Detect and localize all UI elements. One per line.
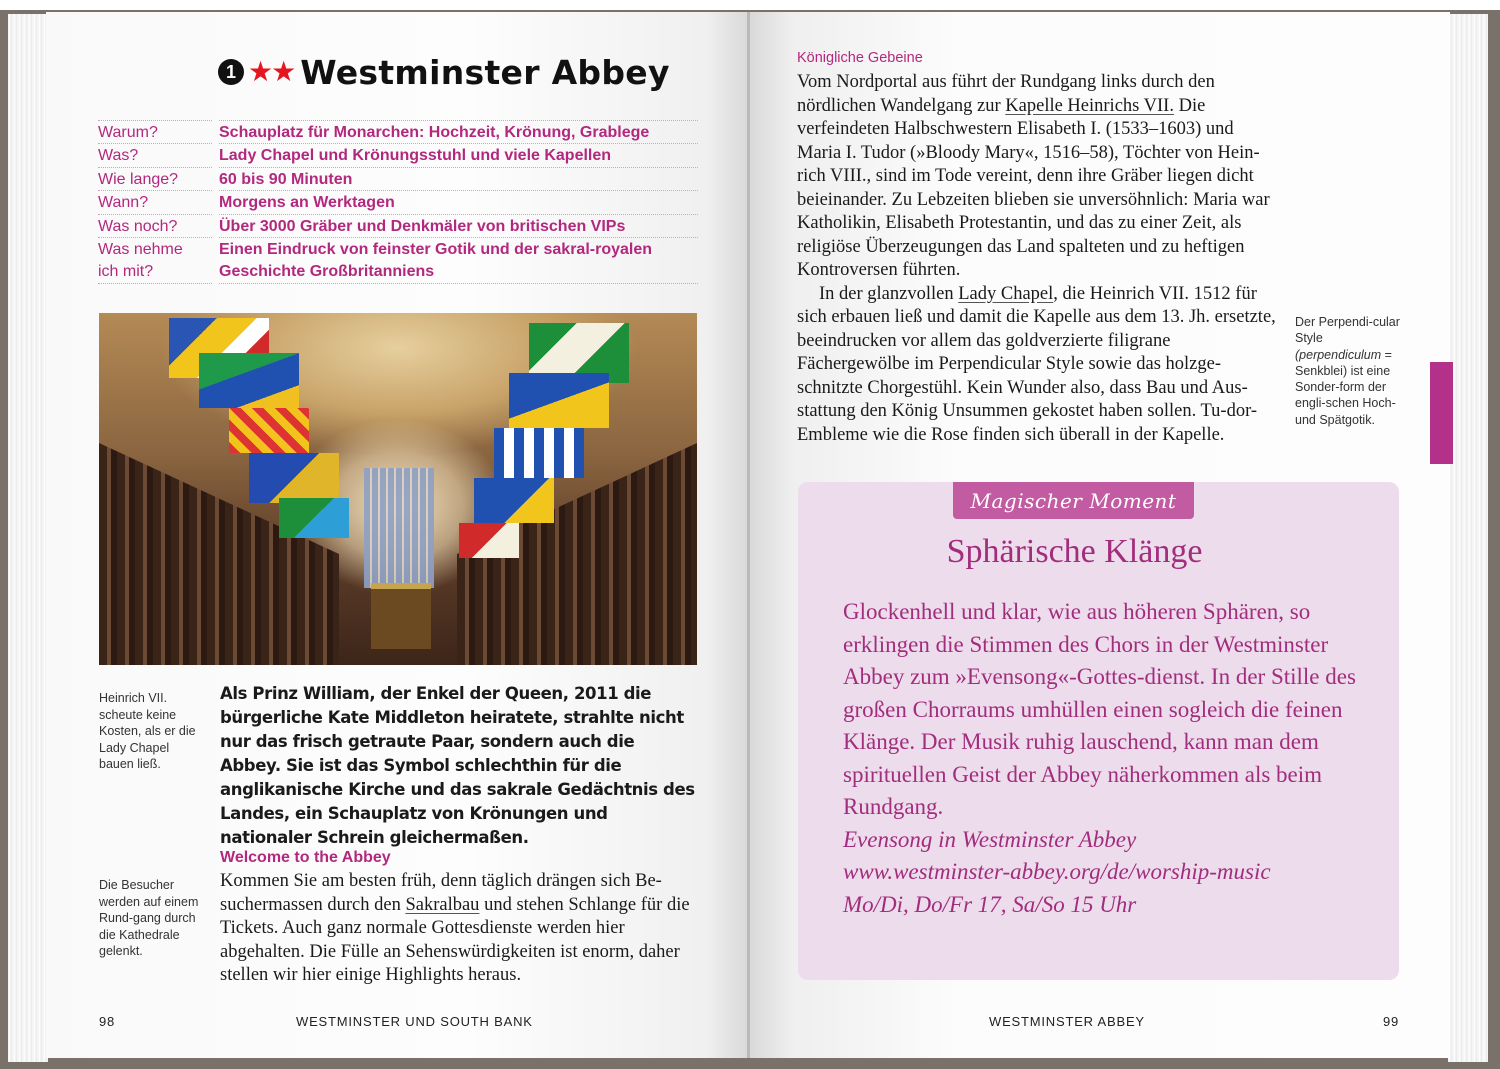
fact-row bbox=[98, 143, 698, 166]
sight-number-badge: 1 bbox=[218, 59, 244, 85]
lady-chapel-photo bbox=[99, 313, 697, 665]
quick-facts-table bbox=[98, 120, 698, 284]
fact-answer: Einen Eindruck von feinster Gotik und der sakral-royalen bbox=[219, 237, 698, 260]
banner bbox=[474, 478, 554, 523]
fact-question: Wie lange? bbox=[98, 167, 212, 190]
page-number-left: 98 bbox=[99, 1014, 116, 1029]
fact-question: ich mit? bbox=[98, 260, 212, 283]
banner bbox=[509, 373, 609, 428]
magic-moment-label: Magischer Moment bbox=[953, 482, 1194, 519]
running-footer-right: WESTMINSTER ABBEY bbox=[989, 1014, 1145, 1029]
banner bbox=[249, 453, 339, 503]
banner bbox=[199, 353, 299, 408]
fact-question: Was? bbox=[98, 143, 212, 166]
magic-moment-title: Sphärische Klänge bbox=[946, 533, 1203, 570]
fact-answer: Über 3000 Gräber und Denkmäler von britischen VIPs bbox=[219, 214, 698, 237]
banner bbox=[279, 498, 349, 538]
page-edges-left bbox=[8, 14, 48, 1062]
fact-answer: Geschichte Großbritanniens bbox=[219, 260, 698, 283]
event-url[interactable]: www.westminster-abbey.org/de/worship-music bbox=[843, 859, 1271, 884]
cross-reference-link[interactable]: Sakralbau bbox=[405, 894, 480, 915]
fact-answer: Schauplatz für Monarchen: Hochzeit, Krönung, Grablege bbox=[219, 120, 698, 143]
section-heading: Welcome to the Abbey bbox=[220, 849, 391, 866]
fact-answer: 60 bis 90 Minuten bbox=[219, 167, 698, 190]
page-edges-right bbox=[1448, 14, 1488, 1062]
cross-reference-link[interactable]: Lady Chapel bbox=[958, 283, 1054, 304]
event-times: Mo/Di, Do/Fr 17, Sa/So 15 Uhr bbox=[843, 891, 1137, 917]
fact-question: Was nehme bbox=[98, 237, 212, 260]
fact-question: Wann? bbox=[98, 190, 212, 213]
body-paragraph: Kommen Sie am besten früh, denn täglich drängen sich Be-suchermassen durch den Sakralbau und stehen Schlange für die Tickets. Auch ganz normale Gottesdienste werden hier abgehalten. Die Fülle an Sehenswürdigkeiten ist enorm, daher stellen wir hier einige Highlights heraus. bbox=[220, 871, 690, 985]
fact-question: Warum? bbox=[98, 120, 212, 143]
event-title: Evensong in Westminster Abbey bbox=[843, 826, 1137, 852]
sight-title: Westminster Abbey bbox=[300, 52, 670, 92]
section-heading: Königliche Gebeine bbox=[797, 50, 923, 66]
page-number-right: 99 bbox=[1383, 1014, 1400, 1029]
fact-row bbox=[98, 260, 698, 283]
fact-row bbox=[98, 120, 698, 143]
fact-row bbox=[98, 237, 698, 260]
background bbox=[0, 0, 1500, 10]
fact-question: Was noch? bbox=[98, 214, 212, 237]
stained-glass-window bbox=[364, 468, 434, 588]
margin-note: Die Besucher werden auf einem Rund-gang durch die Kathedrale gelenkt. bbox=[99, 878, 199, 958]
body-paragraph: In der glanzvollen Lady Chapel, die Heinrich VII. 1512 für sich erbauen ließ und damit die Kapelle aus dem 13. Jh. ersetzte, beeindrucken vor allem das goldverzierte filigrane Fächergewölbe im Perpendicular Style sowie das holzge-schnitzte Chorgestühl. Kein Wunder also, dass Bau und Aus-stattung den König Unsummen gekostet haben sollen. Tu-dor-Embleme wie die Rose finden sich überall in der Kapelle. bbox=[797, 283, 1276, 445]
banner bbox=[494, 428, 584, 478]
fact-answer: Morgens an Werktagen bbox=[219, 190, 698, 213]
fact-answer: Lady Chapel und Krönungsstuhl und viele Kapellen bbox=[219, 143, 698, 166]
photo-caption: Heinrich VII. scheute keine Kosten, als er die Lady Chapel bauen ließ. bbox=[99, 691, 196, 771]
rating-stars-icon: ★★ bbox=[248, 56, 295, 87]
altar bbox=[371, 583, 431, 649]
body-paragraph: Vom Nordportal aus führt der Rundgang links durch den nördlichen Wandelgang zur Kapelle Heinrichs VII. Die verfeindeten Halbschwestern Elisabeth I. (1533–1603) und Maria I. Tudor (»Bloody Mary«, 1516–58), Töchter von Hein-rich VIII., sind im Tode vereint, denn ihre Gräber liegen dicht beieinander. Zu Lebzeiten blieben sie unversöhnlich: Maria war Katholikin, Elisabeth Protestantin, und das zu einer Zeit, als religiöse Überzeugungen das Land spalteten und zu heftigen Kontroversen führten. bbox=[797, 72, 1270, 280]
page-title bbox=[218, 52, 670, 92]
fact-row bbox=[98, 190, 698, 213]
fact-row bbox=[98, 167, 698, 190]
lead-paragraph: Als Prinz William, der Enkel der Queen, 2011 die bürgerliche Kate Middleton heiratete, strahlte nicht nur das frisch getraute Paar, sondern auch die Abbey. Sie ist das Symbol schlechthin für die anglikanische Kirche und das sakrale Gedächtnis des Landes, ein Schauplatz von Krönungen und nationaler Schrein gleichermaßen. bbox=[220, 684, 695, 847]
banner bbox=[229, 408, 309, 453]
cross-reference-link[interactable]: Kapelle Heinrichs VII. bbox=[1005, 95, 1174, 116]
magic-moment-text: Glockenhell und klar, wie aus höheren Sphären, so erklingen die Stimmen des Chors in der Westminster Abbey zum »Evensong«-Gottes-dienst. In der Stille des großen Chorraums umhüllen einen sogleich die feinen Klänge. Der Musik ruhig lauschend, kann man dem spirituellen Geist der Abbey näherkommen als beim Rundgang. Evensong in Westminster Abbey www.westminster-abbey.org/de/worship-music Mo/Di, Do/Fr 17, Sa/So 15 Uhr bbox=[843, 596, 1363, 921]
chapter-thumb-tab bbox=[1430, 362, 1453, 464]
banner bbox=[459, 523, 519, 558]
running-footer-left: WESTMINSTER UND SOUTH BANK bbox=[296, 1014, 533, 1029]
fact-row bbox=[98, 214, 698, 237]
body-text bbox=[797, 71, 1277, 447]
margin-note: Der Perpendi-cular Style (perpendiculum = Senkblei) ist eine Sonder-form der engli-schen Hoch- und Spätgotik. bbox=[1295, 315, 1400, 427]
